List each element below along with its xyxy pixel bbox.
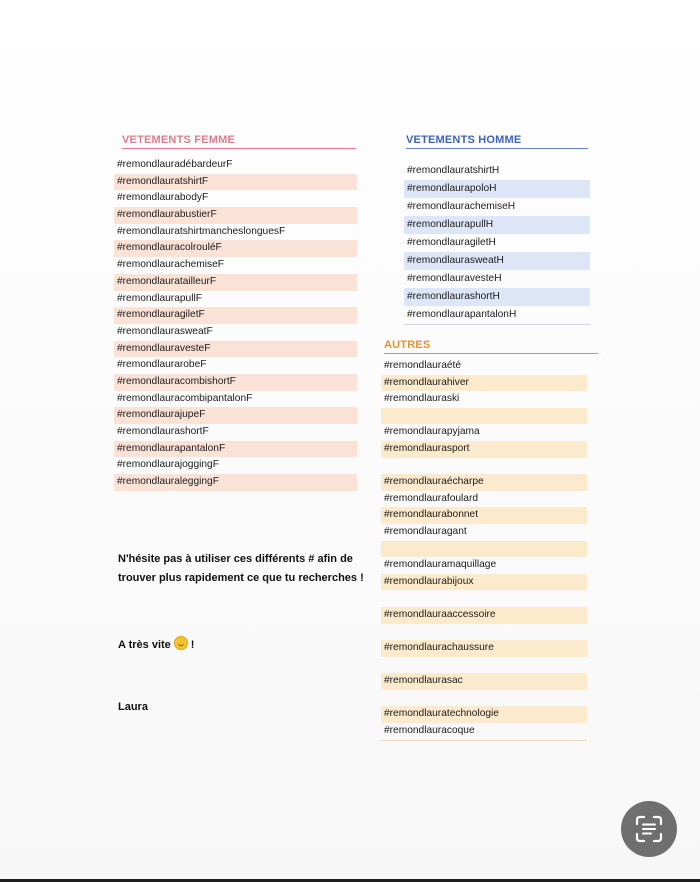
femme-hashtag-item: #remondlauratshirtF [114, 174, 357, 191]
femme-hashtag-item: #remondlaurachemiseF [117, 259, 225, 271]
femme-hashtag-item: #remondlauragiletF [114, 307, 357, 324]
homme-hashtag-item: #remondlauravesteH [407, 273, 502, 284]
femme-hashtag-item: #remondlaurajupeF [114, 407, 357, 424]
femme-hashtag-item: #remondlaurapullF [117, 292, 202, 304]
femme-hashtag-item: #remondlauratshirtmancheslonguesF [117, 225, 286, 237]
autres-hashtag-item: #remondlaurapyjama [384, 426, 480, 438]
femme-hashtag-item: #remondlaurabodyF [117, 192, 209, 204]
text-scan-icon [634, 814, 664, 844]
autres-hashtag-item: #remondlauracoque [384, 725, 475, 737]
homme-hashtag-item: #remondlaurapullH [404, 216, 590, 234]
autres-hashtag-item: #remondlaurafoulard [384, 492, 479, 504]
goodbye-line [118, 636, 194, 655]
signature: Laura [118, 701, 148, 713]
autres-hashtag-item: #remondlaurabonnet [381, 507, 587, 524]
femme-hashtag-item: #remondlauracombishortF [114, 374, 357, 391]
autres-hashtag-list [381, 358, 587, 741]
homme-section-title: VETEMENTS HOMME [406, 134, 588, 149]
autres-hashtag-item: #remondlauraété [384, 360, 462, 371]
autres-hashtag-item [381, 458, 587, 475]
homme-hashtag-item: #remondlaurapoloH [404, 180, 590, 198]
autres-hashtag-item [381, 590, 587, 607]
homme-hashtag-list [404, 162, 590, 325]
femme-section-title: VETEMENTS FEMME [122, 134, 356, 149]
autres-hashtag-item: #remondlauratechnologie [381, 706, 587, 723]
autres-hashtag-item: #remondlauramaquillage [384, 559, 497, 571]
homme-hashtag-item: #remondlaurachemiseH [407, 201, 516, 212]
goodbye-text: A très vite [118, 639, 171, 651]
smiley-icon [174, 636, 188, 650]
femme-hashtag-item: #remondlauraleggingF [114, 474, 357, 491]
homme-hashtag-item: #remondlaurasweatH [404, 252, 590, 270]
femme-hashtag-item: #remondlauratailleurF [114, 274, 357, 291]
autres-hashtag-item: #remondlauragant [384, 525, 467, 537]
femme-hashtag-item: #remondlaurapantalonF [114, 441, 357, 458]
autres-hashtag-item [381, 541, 587, 558]
autres-hashtag-item: #remondlaurachaussure [381, 640, 587, 657]
homme-hashtag-item: #remondlauratshirtH [407, 165, 500, 176]
autres-hashtag-item [381, 408, 587, 425]
femme-hashtag-item: #remondlaurashortF [117, 426, 209, 437]
autres-hashtag-item [381, 690, 587, 707]
autres-hashtag-item: #remondlauraécharpe [381, 474, 587, 491]
autres-hashtag-item: #remondlauraaccessoire [381, 607, 587, 624]
autres-hashtag-item: #remondlauraski [384, 393, 460, 405]
femme-hashtag-item: #remondlaurasweatF [117, 325, 213, 337]
femme-hashtag-list [114, 157, 357, 491]
autres-hashtag-item: #remondlaurasport [381, 441, 587, 458]
autres-hashtag-item: #remondlaurasac [381, 673, 587, 690]
autres-hashtag-item: #remondlaurahiver [381, 375, 587, 392]
femme-hashtag-item: #remondlauracolrouléF [114, 240, 357, 257]
femme-hashtag-item: #remondlaurajoggingF [117, 459, 219, 471]
femme-hashtag-item: #remondlauravesteF [114, 341, 357, 358]
autres-hashtag-item: #remondlaurabijoux [381, 574, 587, 591]
femme-hashtag-item: #remondlauradébardeurF [117, 159, 233, 170]
femme-hashtag-item: #remondlauracombipantalonF [117, 392, 253, 404]
goodbye-exclamation: ! [190, 639, 195, 651]
autres-hashtag-item [381, 657, 587, 674]
autres-section-title: AUTRES [384, 339, 598, 354]
usage-message: N'hésite pas à utiliser ces différents # afin de trouver plus rapidement ce que tu recherches ! [118, 553, 364, 584]
text-scan-button[interactable] [621, 801, 677, 857]
homme-hashtag-item: #remondlaurashortH [404, 288, 590, 306]
femme-hashtag-item: #remondlaurarobeF [117, 359, 207, 371]
autres-hashtag-item [381, 624, 587, 641]
femme-hashtag-item: #remondlaurabustierF [114, 207, 357, 224]
homme-hashtag-item: #remondlaurapantalonH [407, 309, 517, 320]
homme-hashtag-item: #remondlauragiletH [407, 237, 496, 248]
